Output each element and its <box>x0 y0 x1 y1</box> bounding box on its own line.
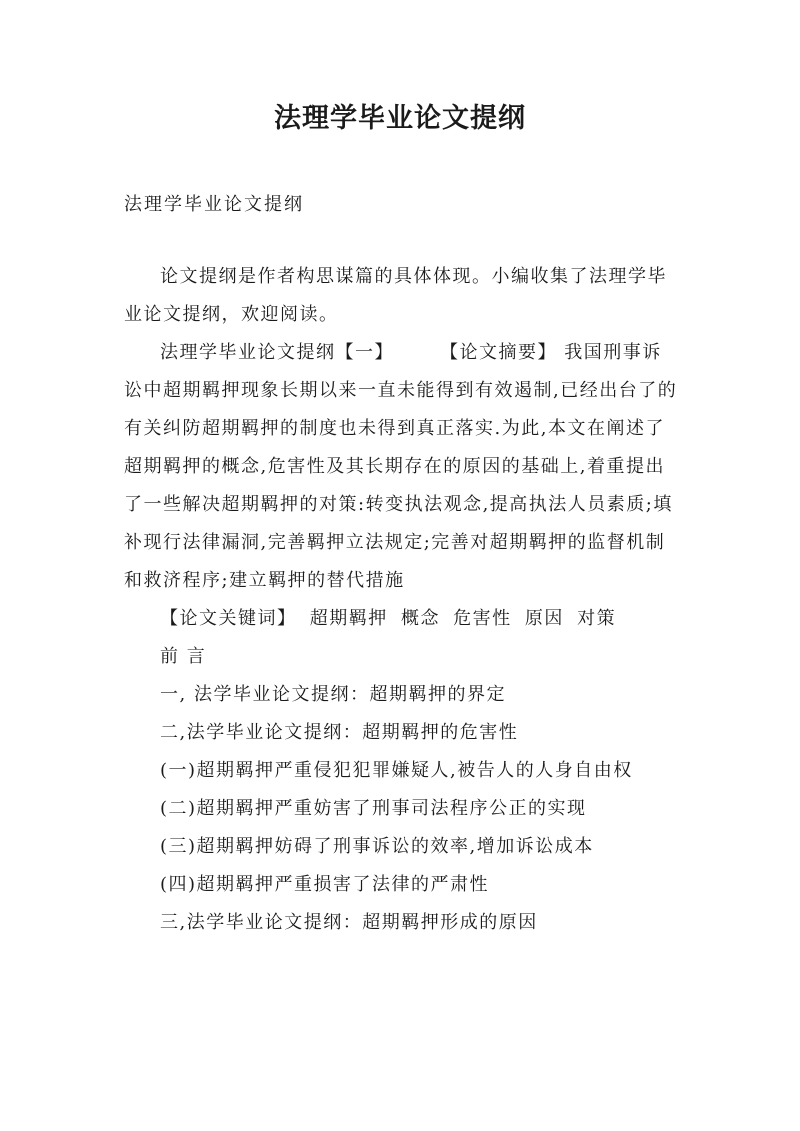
outline-item-2-2: (二)超期羁押严重妨害了刑事司法程序公正的实现 <box>160 798 587 819</box>
outline-item-2-4: (四)超期羁押严重损害了法律的严肃性 <box>160 874 490 895</box>
abstract-label: 【论文摘要】 <box>440 342 557 363</box>
keywords-label: 【论文关键词】 <box>160 608 297 629</box>
keywords-text: 超期羁押 概念 危害性 原因 对策 <box>309 608 617 629</box>
document-subtitle: 法理学毕业论文提纲 <box>124 194 304 215</box>
abstract-text: 我国刑事诉讼中超期羁押现象长期以来一直未能得到有效遏制,已经出台了的有关纠防超期羁押的制度也未得到真正落实.为此,本文在阐述了超期羁押的概念,危害性及其长期存在的原因的基础上,着重提出了一些解决超期羁押的对策:转变执法观念,提高执法人员素质;填补现行法律漏洞,完善羁押立法规定;完善对超期羁押的监督机制和救济程序;建立羁押的替代措施 <box>124 342 678 591</box>
document-body <box>124 258 680 942</box>
keywords-paragraph <box>124 600 680 638</box>
abstract-paragraph <box>124 334 680 600</box>
outline-item-3: 三,法学毕业论文提纲：超期羁押形成的原因 <box>160 912 538 933</box>
document-title: 法理学毕业论文提纲 <box>274 103 526 134</box>
outline-item-2-3: (三)超期羁押妨碍了刑事诉讼的效率,增加诉讼成本 <box>160 836 594 857</box>
outline-item-2: 二,法学毕业论文提纲：超期羁押的危害性 <box>160 722 519 743</box>
section-label: 法理学毕业论文提纲【一】 <box>160 342 394 363</box>
outline-item-preface: 前 言 <box>160 646 207 667</box>
outline-item-2-1: (一)超期羁押严重侵犯犯罪嫌疑人,被告人的人身自由权 <box>160 760 633 781</box>
outline-item-1: 一, 法学毕业论文提纲：超期羁押的界定 <box>160 684 506 705</box>
intro-paragraph: 论文提纲是作者构思谋篇的具体体现。小编收集了法理学毕业论文提纲，欢迎阅读。 <box>124 266 667 325</box>
